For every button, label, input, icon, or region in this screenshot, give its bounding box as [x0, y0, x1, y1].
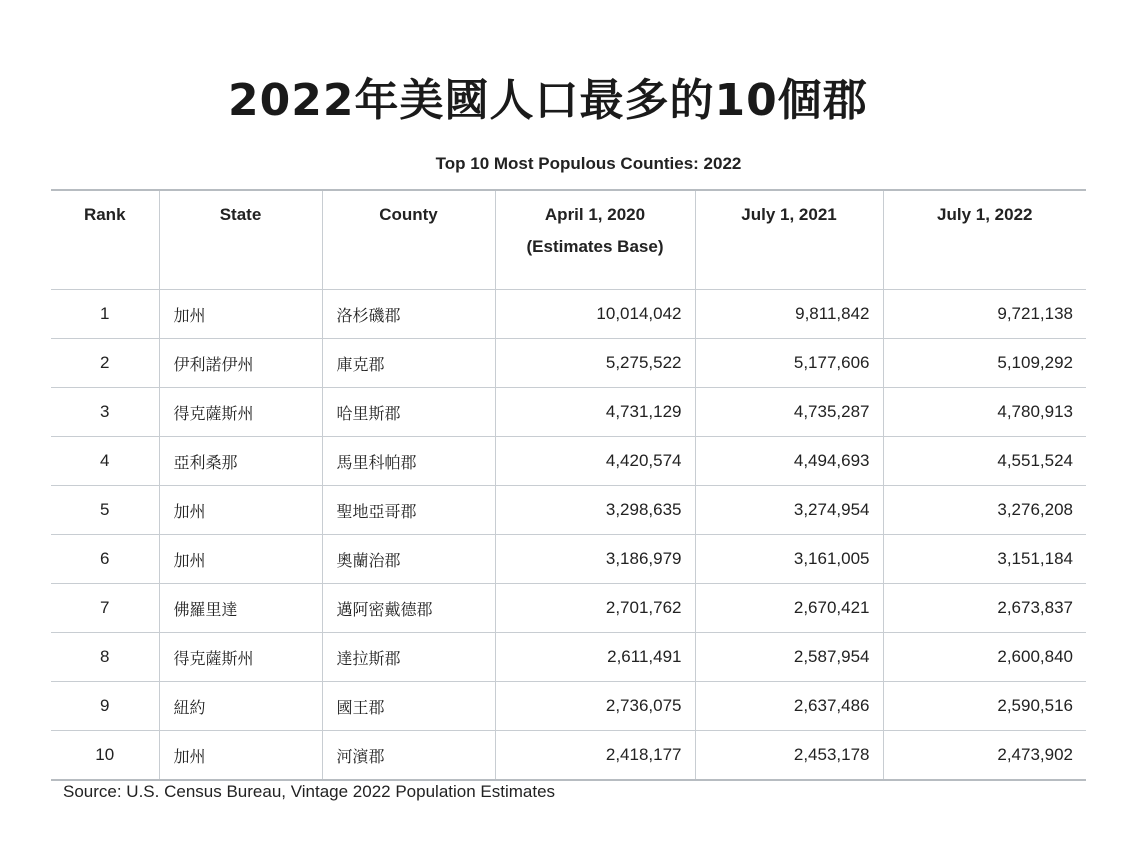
cell-rank: 9 — [51, 682, 159, 731]
cell-state: 紐約 — [159, 682, 322, 731]
header-april-2020-line1: April 1, 2020 — [544, 205, 646, 224]
cell-april-2020: 4,731,129 — [495, 388, 695, 437]
cell-july-2021: 2,587,954 — [695, 633, 883, 682]
header-april-2020-line2: (Estimates Base) — [526, 237, 664, 256]
header-state: State — [159, 190, 322, 290]
cell-july-2021: 3,274,954 — [695, 486, 883, 535]
table-row — [51, 437, 1086, 486]
cell-july-2021: 2,453,178 — [695, 731, 883, 781]
cell-rank: 8 — [51, 633, 159, 682]
cell-state: 得克薩斯州 — [159, 388, 322, 437]
cell-april-2020: 2,701,762 — [495, 584, 695, 633]
cell-county: 哈里斯郡 — [322, 388, 495, 437]
header-county: County — [322, 190, 495, 290]
cell-rank: 2 — [51, 339, 159, 388]
source-note: Source: U.S. Census Bureau, Vintage 2022 Population Estimates — [63, 782, 556, 801]
header-july-2021: July 1, 2021 — [695, 190, 883, 290]
cell-rank: 10 — [51, 731, 159, 781]
cell-july-2022: 3,151,184 — [883, 535, 1086, 584]
cell-county: 聖地亞哥郡 — [322, 486, 495, 535]
cell-state: 佛羅里達 — [159, 584, 322, 633]
cell-july-2022: 2,673,837 — [883, 584, 1086, 633]
cell-county: 河濱郡 — [322, 731, 495, 781]
cell-july-2021: 9,811,842 — [695, 290, 883, 339]
cell-rank: 7 — [51, 584, 159, 633]
cell-state: 亞利桑那 — [159, 437, 322, 486]
cell-july-2022: 5,109,292 — [883, 339, 1086, 388]
cell-july-2022: 4,551,524 — [883, 437, 1086, 486]
cell-state: 得克薩斯州 — [159, 633, 322, 682]
table-row — [51, 682, 1086, 731]
cell-april-2020: 2,736,075 — [495, 682, 695, 731]
cell-april-2020: 2,611,491 — [495, 633, 695, 682]
cell-county: 國王郡 — [322, 682, 495, 731]
cell-july-2021: 2,670,421 — [695, 584, 883, 633]
cell-state: 加州 — [159, 535, 322, 584]
cell-rank: 5 — [51, 486, 159, 535]
cell-rank: 6 — [51, 535, 159, 584]
table-row — [51, 486, 1086, 535]
table-row — [51, 584, 1086, 633]
cell-april-2020: 3,298,635 — [495, 486, 695, 535]
header-july-2022: July 1, 2022 — [883, 190, 1086, 290]
cell-state: 伊利諾伊州 — [159, 339, 322, 388]
cell-july-2021: 4,735,287 — [695, 388, 883, 437]
cell-county: 馬里科帕郡 — [322, 437, 495, 486]
cell-april-2020: 2,418,177 — [495, 731, 695, 781]
cell-state: 加州 — [159, 731, 322, 781]
cell-rank: 1 — [51, 290, 159, 339]
cell-july-2022: 2,600,840 — [883, 633, 1086, 682]
table-caption: Top 10 Most Populous Counties: 2022 — [435, 154, 742, 173]
header-rank: Rank — [51, 190, 159, 290]
cell-april-2020: 4,420,574 — [495, 437, 695, 486]
table-row — [51, 388, 1086, 437]
cell-state: 加州 — [159, 290, 322, 339]
cell-county: 邁阿密戴德郡 — [322, 584, 495, 633]
cell-county: 達拉斯郡 — [322, 633, 495, 682]
cell-april-2020: 5,275,522 — [495, 339, 695, 388]
cell-county: 洛杉磯郡 — [322, 290, 495, 339]
cell-july-2022: 3,276,208 — [883, 486, 1086, 535]
cell-state: 加州 — [159, 486, 322, 535]
table-header-row — [51, 190, 1086, 290]
cell-county: 奧蘭治郡 — [322, 535, 495, 584]
table-row — [51, 633, 1086, 682]
cell-rank: 4 — [51, 437, 159, 486]
cell-rank: 3 — [51, 388, 159, 437]
cell-july-2021: 5,177,606 — [695, 339, 883, 388]
table-row — [51, 339, 1086, 388]
population-table — [51, 189, 1086, 781]
cell-july-2021: 4,494,693 — [695, 437, 883, 486]
header-april-2020 — [495, 190, 695, 290]
cell-april-2020: 3,186,979 — [495, 535, 695, 584]
cell-july-2022: 2,473,902 — [883, 731, 1086, 781]
table-row — [51, 290, 1086, 339]
cell-july-2022: 9,721,138 — [883, 290, 1086, 339]
page-title: 2022年美國人口最多的10個郡 — [228, 75, 868, 126]
cell-july-2021: 2,637,486 — [695, 682, 883, 731]
cell-april-2020: 10,014,042 — [495, 290, 695, 339]
cell-july-2022: 2,590,516 — [883, 682, 1086, 731]
cell-july-2021: 3,161,005 — [695, 535, 883, 584]
table-row — [51, 731, 1086, 781]
cell-county: 庫克郡 — [322, 339, 495, 388]
table-row — [51, 535, 1086, 584]
cell-july-2022: 4,780,913 — [883, 388, 1086, 437]
